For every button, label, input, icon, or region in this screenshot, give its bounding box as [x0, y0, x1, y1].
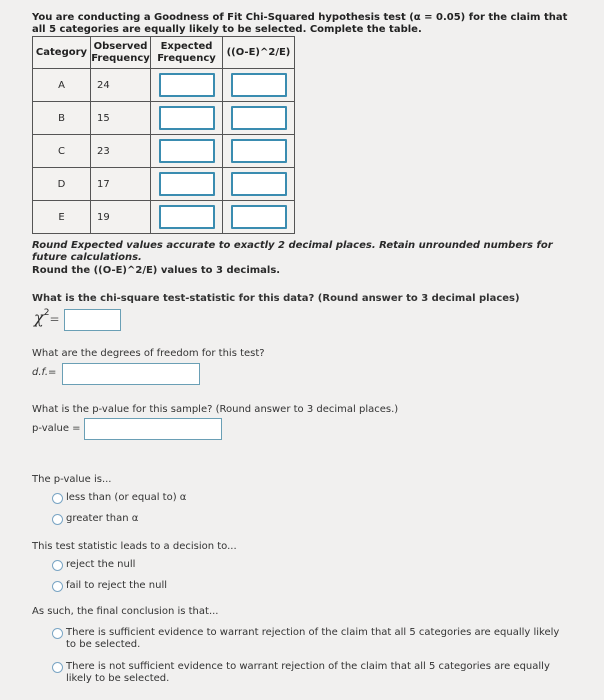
expected-input-a[interactable]	[159, 73, 215, 97]
header-observed: Observed Frequency	[91, 37, 151, 69]
category-cell: B	[33, 102, 91, 135]
header-expected: Expected Frequency	[151, 37, 223, 69]
rounding-contribution-note: Round the ((O-E)^2/E) values to 3 decimals.	[32, 265, 281, 276]
radio-not-sufficient-evidence[interactable]	[52, 661, 562, 685]
contribution-input-a[interactable]	[231, 73, 287, 97]
contribution-cell	[223, 135, 295, 168]
rounding-expected-note: Round Expected values accurate to exactly 2 decimal places. Retain unrounded numbers for future calculations.	[32, 240, 553, 263]
decision-prompt: This test statistic leads to a decision to...	[32, 541, 237, 552]
radio-fail-reject-null[interactable]	[52, 580, 452, 592]
df-label: d.f.=	[32, 367, 57, 378]
expected-input-b[interactable]	[159, 106, 215, 130]
df-question: What are the degrees of freedom for this test?	[32, 348, 265, 359]
category-cell: D	[33, 168, 91, 201]
contribution-input-d[interactable]	[231, 172, 287, 196]
table-row	[33, 135, 295, 168]
contribution-cell	[223, 201, 295, 234]
contribution-input-e[interactable]	[231, 205, 287, 229]
pvalue-input[interactable]	[84, 418, 222, 440]
table-row	[33, 201, 295, 234]
radio-pvalue-greater[interactable]	[52, 513, 452, 525]
observed-cell: 19	[91, 201, 151, 234]
category-cell: A	[33, 69, 91, 102]
radio-label: greater than α	[66, 513, 139, 524]
table-row	[33, 102, 295, 135]
expected-cell	[151, 201, 223, 234]
chi-symbol: χ	[34, 308, 44, 327]
radio-sufficient-evidence[interactable]	[52, 627, 562, 651]
observed-cell: 24	[91, 69, 151, 102]
table-header-row	[33, 37, 295, 69]
chi-equals: =	[49, 312, 60, 326]
expected-cell	[151, 168, 223, 201]
observed-cell: 17	[91, 168, 151, 201]
radio-label: There is not sufficient evidence to warrant rejection of the claim that all 5 categories are equally likely to be selected.	[66, 661, 550, 684]
chi-square-input[interactable]	[64, 309, 121, 331]
observed-cell: 23	[91, 135, 151, 168]
pvalue-compare-prompt: The p-value is...	[32, 474, 112, 485]
expected-input-d[interactable]	[159, 172, 215, 196]
contribution-input-b[interactable]	[231, 106, 287, 130]
chi-superscript: 2	[43, 307, 50, 318]
contribution-cell	[223, 102, 295, 135]
frequency-table	[32, 36, 295, 234]
radio-pvalue-less[interactable]	[52, 492, 452, 504]
radio-circle[interactable]	[52, 628, 63, 639]
pvalue-question: What is the p-value for this sample? (Round answer to 3 decimal places.)	[32, 404, 399, 415]
radio-label: There is sufficient evidence to warrant rejection of the claim that all 5 categories are equally likely to be selected.	[66, 627, 560, 650]
header-category: Category	[33, 37, 91, 69]
df-input[interactable]	[62, 363, 200, 385]
category-cell: E	[33, 201, 91, 234]
header-contribution: ((O-E)^2/E)	[223, 37, 295, 69]
radio-circle[interactable]	[52, 493, 63, 504]
table-row	[33, 168, 295, 201]
table-row	[33, 69, 295, 102]
expected-cell	[151, 135, 223, 168]
radio-circle[interactable]	[52, 560, 63, 571]
chi-square-question: What is the chi-square test-statistic for this data? (Round answer to 3 decimal places)	[32, 293, 520, 304]
category-cell: C	[33, 135, 91, 168]
expected-cell	[151, 102, 223, 135]
radio-circle[interactable]	[52, 662, 63, 673]
expected-cell	[151, 69, 223, 102]
contribution-input-c[interactable]	[231, 139, 287, 163]
radio-label: reject the null	[66, 559, 136, 570]
expected-input-e[interactable]	[159, 205, 215, 229]
chi-square-label	[34, 308, 60, 327]
contribution-cell	[223, 168, 295, 201]
radio-label: less than (or equal to) α	[66, 492, 187, 503]
conclusion-prompt: As such, the final conclusion is that...	[32, 606, 219, 617]
radio-label: fail to reject the null	[66, 580, 167, 591]
radio-circle[interactable]	[52, 581, 63, 592]
pvalue-label: p-value =	[32, 423, 81, 434]
intro-text: You are conducting a Goodness of Fit Chi-Squared hypothesis test (α = 0.05) for the claim that all 5 categories are equally likely to be selected. Complete the table.	[32, 12, 568, 35]
radio-reject-null[interactable]	[52, 559, 452, 571]
observed-cell: 15	[91, 102, 151, 135]
radio-circle[interactable]	[52, 514, 63, 525]
expected-input-c[interactable]	[159, 139, 215, 163]
contribution-cell	[223, 69, 295, 102]
